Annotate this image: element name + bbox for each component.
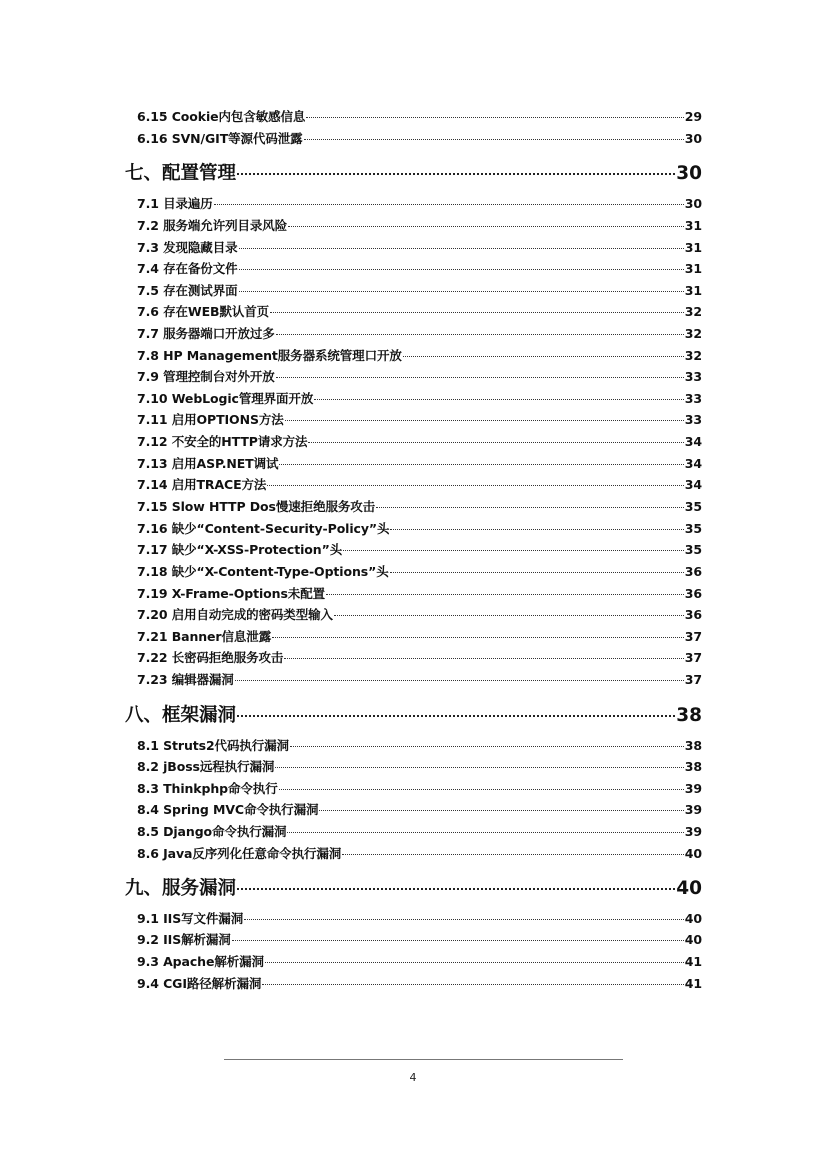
toc-entry-title: 7.19 X-Frame-Options未配置 (137, 586, 325, 601)
toc-section-entry[interactable] (137, 194, 702, 212)
toc-section-entry[interactable] (137, 107, 702, 125)
toc-entry-page-number: 33 (684, 391, 702, 406)
toc-section-entry[interactable] (137, 497, 702, 515)
toc-entry-page-number: 32 (684, 348, 702, 363)
dot-leader (314, 398, 684, 400)
toc-entry-title: 7.4 存在备份文件 (137, 261, 238, 276)
toc-section-entry[interactable] (137, 324, 702, 342)
toc-entry-page-number: 34 (684, 477, 702, 492)
toc-entry-page-number: 35 (684, 499, 702, 514)
dot-leader (326, 593, 684, 595)
dot-leader (275, 766, 684, 768)
dot-leader (290, 745, 684, 747)
toc-entry-page-number: 33 (684, 412, 702, 427)
toc-entry-title: 7.23 编辑器漏洞 (137, 672, 234, 687)
dot-leader (276, 333, 684, 335)
dot-leader (235, 679, 684, 681)
toc-section-entry[interactable] (137, 736, 702, 754)
toc-entry-title: 7.1 目录遍历 (137, 196, 213, 211)
toc-entry-title: 7.14 启用TRACE方法 (137, 477, 267, 492)
toc-entry-page-number: 32 (684, 326, 702, 341)
dot-leader (390, 571, 684, 573)
toc-entry-page-number: 30 (684, 196, 702, 211)
dot-leader (285, 419, 684, 421)
toc-section-entry[interactable] (137, 410, 702, 428)
toc-entry-page-number: 36 (684, 586, 702, 601)
dot-leader (334, 614, 684, 616)
toc-entry-title: 7.17 缺少“X-XSS-Protection”头 (137, 542, 343, 557)
toc-entry-page-number: 31 (684, 218, 702, 233)
toc-section-entry[interactable] (137, 822, 702, 840)
toc-entry-page-number: 39 (684, 802, 702, 817)
dot-leader (239, 247, 684, 249)
toc-entry-page-number: 36 (684, 607, 702, 622)
toc-entry-page-number: 38 (684, 738, 702, 753)
toc-entry-page-number: 40 (684, 932, 702, 947)
toc-entry-title: 7.15 Slow HTTP Dos慢速拒绝服务攻击 (137, 499, 376, 514)
toc-entry-title: 7.22 长密码拒绝服务攻击 (137, 650, 284, 665)
toc-section-entry[interactable] (137, 584, 702, 602)
toc-entry-title: 7.9 管理控制台对外开放 (137, 369, 275, 384)
toc-entry-title: 7.3 发现隐藏目录 (137, 240, 238, 255)
toc-entry-title: 七、配置管理 (125, 163, 237, 184)
toc-chapter-entry[interactable] (125, 159, 702, 185)
dot-leader (276, 376, 684, 378)
toc-entry-page-number: 38 (676, 705, 702, 726)
toc-section-entry[interactable] (137, 475, 702, 493)
dot-leader (272, 636, 684, 638)
toc-section-entry[interactable] (137, 367, 702, 385)
toc-entry-title: 八、框架漏洞 (125, 705, 237, 726)
toc-entry-page-number: 40 (684, 846, 702, 861)
toc-section-entry[interactable] (137, 952, 702, 970)
toc-entry-title: 7.10 WebLogic管理界面开放 (137, 391, 314, 406)
dot-leader (284, 657, 684, 659)
toc-entry-page-number: 34 (684, 456, 702, 471)
toc-section-entry[interactable] (137, 844, 702, 862)
toc-section-entry[interactable] (137, 779, 702, 797)
toc-section-entry[interactable] (137, 519, 702, 537)
toc-entry-page-number: 41 (684, 976, 702, 991)
toc-section-entry[interactable] (137, 346, 702, 364)
toc-entry-title: 8.1 Struts2代码执行漏洞 (137, 738, 289, 753)
toc-entry-page-number: 40 (684, 911, 702, 926)
toc-entry-page-number: 35 (684, 521, 702, 536)
dot-leader (239, 290, 684, 292)
dot-leader (270, 311, 684, 313)
dot-leader (308, 441, 683, 443)
toc-entry-page-number: 31 (684, 240, 702, 255)
dot-leader (214, 203, 684, 205)
toc-entry-title: 6.15 Cookie内包含敏感信息 (137, 109, 306, 124)
toc-entry-title: 9.4 CGI路径解析漏洞 (137, 976, 262, 991)
page-number: 4 (409, 1071, 417, 1084)
toc-section-entry[interactable] (137, 259, 702, 277)
toc-entry-page-number: 34 (684, 434, 702, 449)
dot-leader (237, 714, 675, 717)
toc-section-entry[interactable] (137, 238, 702, 256)
dot-leader (287, 831, 683, 833)
toc-entry-title: 8.5 Django命令执行漏洞 (137, 824, 287, 839)
toc-entry-page-number: 39 (684, 824, 702, 839)
toc-entry-page-number: 31 (684, 261, 702, 276)
toc-entry-page-number: 31 (684, 283, 702, 298)
dot-leader (262, 983, 684, 985)
toc-entry-title: 九、服务漏洞 (125, 878, 237, 899)
toc-entry-page-number: 37 (684, 629, 702, 644)
toc-entry-title: 8.6 Java反序列化任意命令执行漏洞 (137, 846, 342, 861)
dot-leader (376, 506, 684, 508)
dot-leader (343, 549, 684, 551)
toc-entry-title: 7.12 不安全的HTTP请求方法 (137, 434, 308, 449)
toc-entry-page-number: 35 (684, 542, 702, 557)
toc-entry-title: 8.2 jBoss远程执行漏洞 (137, 759, 275, 774)
toc-section-entry[interactable] (137, 930, 702, 948)
toc-entry-title: 7.11 启用OPTIONS方法 (137, 412, 284, 427)
toc-entry-title: 8.3 Thinkphp命令执行 (137, 781, 278, 796)
toc-entry-title: 7.5 存在测试界面 (137, 283, 238, 298)
toc-entry-page-number: 33 (684, 369, 702, 384)
toc-entry-title: 9.1 IIS写文件漏洞 (137, 911, 244, 926)
toc-entry-page-number: 36 (684, 564, 702, 579)
dot-leader (403, 355, 684, 357)
toc-entry-title: 9.2 IIS解析漏洞 (137, 932, 231, 947)
toc-section-entry[interactable] (137, 670, 702, 688)
dot-leader (279, 463, 683, 465)
dot-leader (288, 225, 684, 227)
toc-entry-title: 7.20 启用自动完成的密码类型输入 (137, 607, 333, 622)
dot-leader (267, 484, 683, 486)
dot-leader (306, 116, 683, 118)
dot-leader (342, 853, 684, 855)
toc-section-entry[interactable] (137, 909, 702, 927)
toc-section-entry[interactable] (137, 129, 702, 147)
dot-leader (279, 788, 684, 790)
toc-entry-page-number: 30 (684, 131, 702, 146)
toc-section-entry[interactable] (137, 302, 702, 320)
toc-entry-page-number: 32 (684, 304, 702, 319)
toc-entry-page-number: 38 (684, 759, 702, 774)
dot-leader (237, 887, 675, 890)
dot-leader (319, 809, 683, 811)
footer-divider (224, 1059, 623, 1060)
toc-entry-page-number: 37 (684, 672, 702, 687)
toc-entry-title: 6.16 SVN/GIT等源代码泄露 (137, 131, 303, 146)
dot-leader (244, 918, 684, 920)
toc-section-entry[interactable] (137, 216, 702, 234)
dot-leader (390, 528, 683, 530)
toc-entry-title: 7.2 服务端允许列目录风险 (137, 218, 288, 233)
toc-entry-title: 7.13 启用ASP.NET调试 (137, 456, 279, 471)
toc-entry-title: 7.21 Banner信息泄露 (137, 629, 272, 644)
toc-section-entry[interactable] (137, 432, 702, 450)
toc-chapter-entry[interactable] (125, 701, 702, 727)
toc-entry-page-number: 29 (684, 109, 702, 124)
toc-section-entry[interactable] (137, 974, 702, 992)
toc-section-entry[interactable] (137, 605, 702, 623)
toc-entry-title: 9.3 Apache解析漏洞 (137, 954, 264, 969)
toc-entry-title: 7.18 缺少“X-Content-Type-Options”头 (137, 564, 389, 579)
toc-section-entry[interactable] (137, 389, 702, 407)
toc-entry-page-number: 41 (684, 954, 702, 969)
toc-entry-page-number: 40 (676, 878, 702, 899)
dot-leader (237, 172, 675, 175)
toc-entry-page-number: 30 (676, 163, 702, 184)
toc-entry-page-number: 39 (684, 781, 702, 796)
dot-leader (265, 961, 684, 963)
toc-entry-title: 8.4 Spring MVC命令执行漏洞 (137, 802, 319, 817)
toc-section-entry[interactable] (137, 757, 702, 775)
toc-entry-title: 7.7 服务器端口开放过多 (137, 326, 275, 341)
toc-chapter-entry[interactable] (125, 874, 702, 900)
toc-section-entry[interactable] (137, 454, 702, 472)
toc-section-entry[interactable] (137, 648, 702, 666)
toc-entry-title: 7.8 HP Management服务器系统管理口开放 (137, 348, 402, 363)
toc-section-entry[interactable] (137, 562, 702, 580)
toc-section-entry[interactable] (137, 800, 702, 818)
dot-leader (304, 138, 684, 140)
dot-leader (232, 939, 684, 941)
toc-section-entry[interactable] (137, 627, 702, 645)
toc-section-entry[interactable] (137, 540, 702, 558)
dot-leader (239, 268, 684, 270)
toc-section-entry[interactable] (137, 281, 702, 299)
toc-entry-title: 7.6 存在WEB默认首页 (137, 304, 270, 319)
toc-entry-page-number: 37 (684, 650, 702, 665)
toc-entry-title: 7.16 缺少“Content-Security-Policy”头 (137, 521, 390, 536)
